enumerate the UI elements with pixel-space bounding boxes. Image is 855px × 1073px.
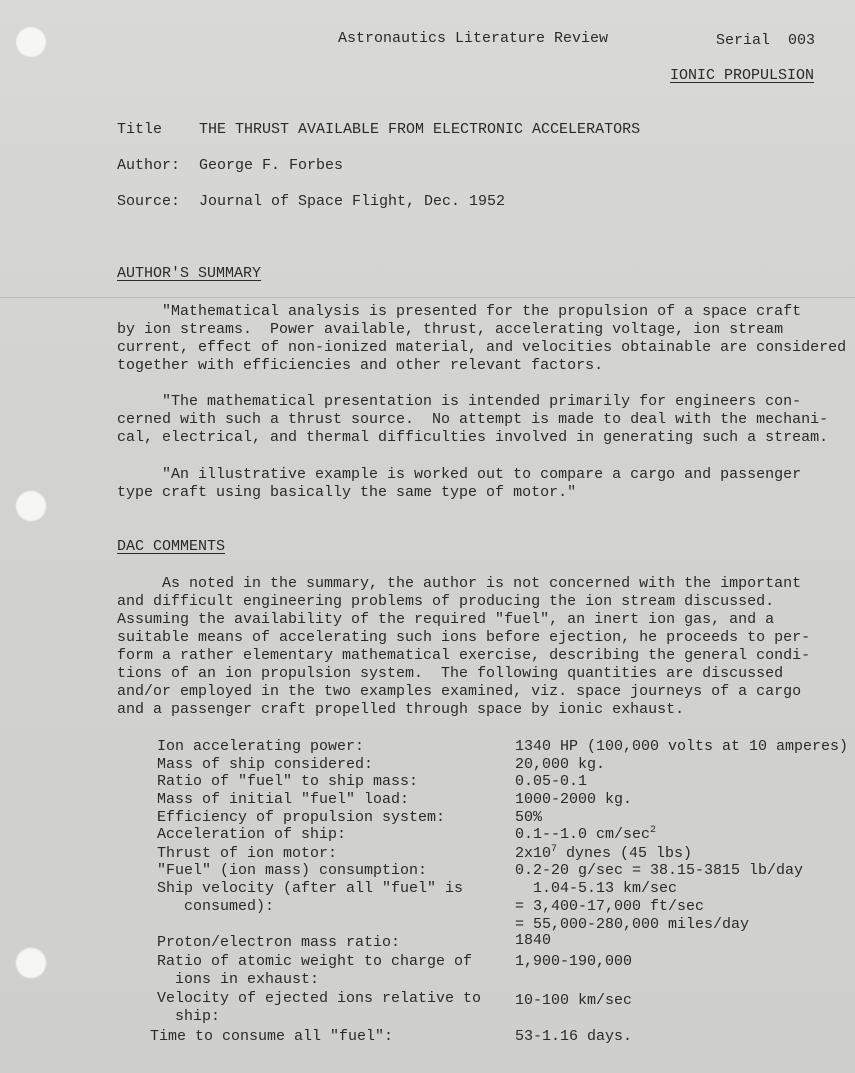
text-line: by ion streams. Power available, thrust, accelerating voltage, ion stream — [117, 321, 784, 338]
quantity-value-group — [515, 826, 656, 843]
text-line: form a rather elementary mathematical exercise, describing the general condi- — [117, 647, 811, 664]
text-line: cerned with such a thrust source. No attempt is made to deal with the mechani- — [117, 411, 829, 428]
quantity-value: 0.05-0.1 — [515, 773, 588, 790]
text-line: together with efficiencies and other relevant factors. — [117, 357, 604, 374]
source-value: Journal of Space Flight, Dec. 1952 — [199, 193, 506, 210]
quantity-value: 1340 HP (100,000 volts at 10 amperes) — [515, 738, 849, 755]
publication-title: Astronautics Literature Review — [338, 30, 609, 47]
text-line: and difficult engineering problems of producing the ion stream discussed. — [117, 593, 775, 610]
text-line: As noted in the summary, the author is not concerned with the important — [117, 575, 802, 592]
summary-heading: AUTHOR'S SUMMARY — [117, 265, 262, 282]
text-line: "An illustrative example is worked out to compare a cargo and passenger — [117, 466, 802, 483]
quantity-value: dynes (45 lbs) — [557, 845, 693, 862]
quantity-label: consumed): — [157, 898, 275, 915]
exponent: 2 — [650, 825, 657, 836]
quantity-label: Ion accelerating power: — [157, 738, 365, 755]
text-line: current, effect of non-ionized material, and velocities obtainable are considered — [117, 339, 847, 356]
serial-number: Serial 003 — [716, 32, 816, 49]
text-line: suitable means of accelerating such ions before ejection, he proceeds to per- — [117, 629, 811, 646]
author-label: Author: — [117, 157, 181, 174]
quantity-value: 20,000 kg. — [515, 756, 606, 773]
quantity-label: Thrust of ion motor: — [157, 845, 338, 862]
quantity-value: 0.2-20 g/sec = 38.15-3815 lb/day — [515, 862, 804, 879]
text-line: and a passenger craft propelled through space by ionic exhaust. — [117, 701, 685, 718]
summary-paragraph-1 — [117, 303, 847, 375]
quantity-label: ions in exhaust: — [157, 971, 320, 988]
text-line: "Mathematical analysis is presented for the propulsion of a space craft — [117, 303, 802, 320]
punch-hole — [15, 26, 47, 58]
punch-hole — [15, 947, 47, 979]
summary-paragraph-2 — [117, 393, 847, 447]
quantity-label: Mass of initial "fuel" load: — [157, 791, 410, 808]
punch-hole — [15, 490, 47, 522]
title-label: Title — [117, 121, 163, 138]
category-label: IONIC PROPULSION — [670, 67, 815, 84]
page-fold-line — [0, 297, 855, 298]
quantity-value-group — [515, 845, 692, 862]
quantity-value: 1.04-5.13 km/sec — [515, 880, 678, 897]
quantity-label: Ship velocity (after all "fuel" is — [157, 880, 464, 897]
quantity-label: Proton/electron mass ratio: — [157, 934, 401, 951]
exponent: 7 — [551, 844, 558, 855]
quantity-value: 53-1.16 days. — [515, 1028, 633, 1045]
comments-heading: DAC COMMENTS — [117, 538, 226, 555]
quantity-value: = 55,000-280,000 miles/day — [515, 916, 750, 933]
quantity-value: 10-100 km/sec — [515, 992, 633, 1009]
quantity-value: 1,900-190,000 — [515, 953, 633, 970]
quantity-label: ship: — [157, 1008, 221, 1025]
text-line: type craft using basically the same type of motor." — [117, 484, 577, 501]
source-label: Source: — [117, 193, 181, 210]
quantity-value: 2x10 — [515, 845, 552, 862]
quantity-value: 0.1--1.0 cm/sec — [515, 826, 651, 843]
comments-paragraph — [117, 575, 847, 719]
summary-paragraph-3 — [117, 466, 847, 502]
quantity-label: Mass of ship considered: — [157, 756, 374, 773]
quantity-label: Acceleration of ship: — [157, 826, 347, 843]
author-value: George F. Forbes — [199, 157, 344, 174]
quantity-value: = 3,400-17,000 ft/sec — [515, 898, 705, 915]
text-line: cal, electrical, and thermal difficulties involved in generating such a stream. — [117, 429, 829, 446]
quantity-value: 1000-2000 kg. — [515, 791, 633, 808]
quantity-value: 50% — [515, 809, 543, 826]
quantity-value: 1840 — [515, 932, 552, 949]
quantity-label: Ratio of atomic weight to charge of — [157, 953, 473, 970]
quantity-label: Ratio of "fuel" to ship mass: — [157, 773, 419, 790]
quantity-label: Velocity of ejected ions relative to — [157, 990, 482, 1007]
quantity-label: "Fuel" (ion mass) consumption: — [157, 862, 428, 879]
text-line: "The mathematical presentation is intended primarily for engineers con- — [117, 393, 802, 410]
quantity-label: Time to consume all "fuel": — [150, 1028, 394, 1045]
quantity-label: Efficiency of propulsion system: — [157, 809, 446, 826]
text-line: tions of an ion propulsion system. The following quantities are discussed — [117, 665, 784, 682]
title-value: THE THRUST AVAILABLE FROM ELECTRONIC ACCELERATORS — [199, 121, 641, 138]
text-line: and/or employed in the two examples examined, viz. space journeys of a cargo — [117, 683, 802, 700]
text-line: Assuming the availability of the required "fuel", an inert ion gas, and a — [117, 611, 775, 628]
